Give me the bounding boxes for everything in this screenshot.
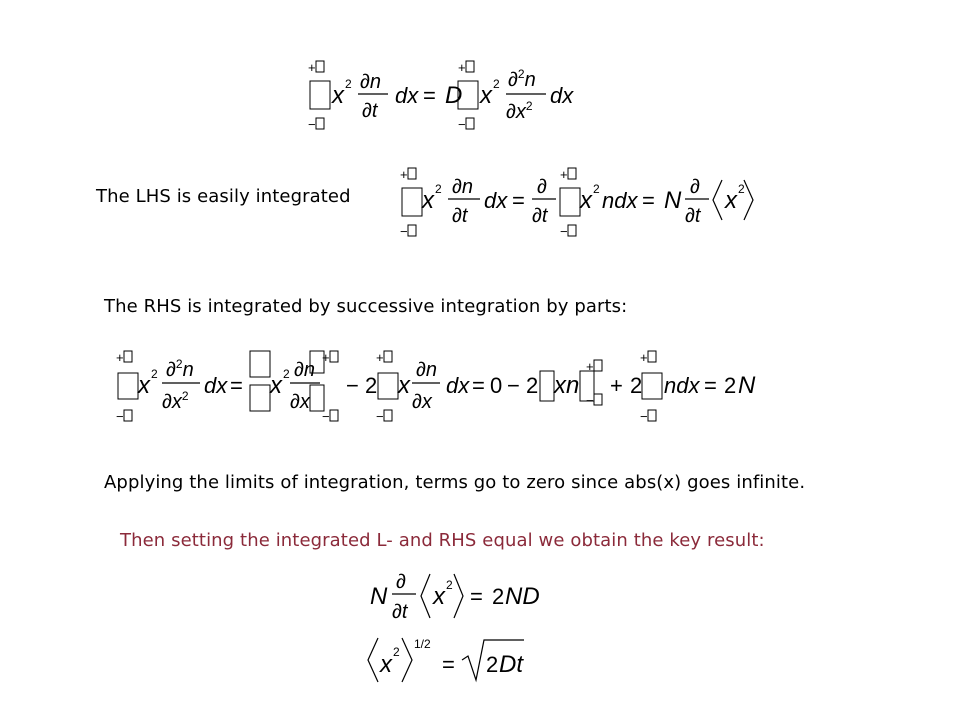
svg-text:−: − <box>560 224 568 239</box>
svg-text:∂: ∂ <box>690 176 700 198</box>
svg-text:∂: ∂ <box>396 571 406 593</box>
svg-text:∂n: ∂n <box>294 359 316 381</box>
svg-text:+: + <box>610 373 623 398</box>
svg-text:∂n: ∂n <box>360 71 382 93</box>
svg-text:∂t: ∂t <box>452 205 468 227</box>
equation-key-result <box>368 566 548 626</box>
svg-text:=: = <box>472 373 485 398</box>
svg-text:2: 2 <box>526 373 539 398</box>
key-result-note: Then setting the integrated L- and RHS equal we obtain the key result: <box>120 530 765 551</box>
limits-note: Applying the limits of integration, terms go to zero since abs(x) goes infinite. <box>104 472 806 493</box>
svg-text:−: − <box>586 393 594 408</box>
svg-text:∂x2: $\partial x^2$ <box>162 389 189 413</box>
svg-text:+: + <box>586 359 594 374</box>
svg-text:∂2n: ∂$^2$n <box>508 67 536 91</box>
svg-text:−: − <box>458 117 466 132</box>
svg-text:+: + <box>400 167 408 182</box>
svg-text:−: − <box>507 373 520 398</box>
equation-lhs-integrated <box>392 162 752 242</box>
svg-text:ND: ND <box>505 583 540 610</box>
svg-text:=: = <box>512 188 525 213</box>
svg-text:0: 0 <box>490 373 503 398</box>
svg-text:=: = <box>442 652 455 677</box>
svg-text:N: N <box>738 372 756 399</box>
svg-text:−: − <box>376 409 384 424</box>
svg-text:2: 2 <box>724 373 737 398</box>
svg-text:−: − <box>640 409 648 424</box>
svg-text:x: x <box>422 187 434 214</box>
svg-text:+: + <box>560 167 568 182</box>
svg-text:∂x: ∂x <box>290 391 310 413</box>
svg-text:∂: ∂ <box>537 176 547 198</box>
svg-text:dx: dx <box>395 83 419 108</box>
svg-text:2: 2 <box>365 373 378 398</box>
svg-text:2: 2 <box>446 578 453 592</box>
svg-text:2: 2 <box>393 645 400 659</box>
svg-text:x: x <box>138 372 150 399</box>
svg-text:Dt: Dt <box>499 651 523 678</box>
svg-text:∂n: ∂n <box>452 176 474 198</box>
svg-text:x: x <box>433 583 445 610</box>
svg-text:∂2n: ∂$^2$n <box>166 357 194 381</box>
svg-text:+: + <box>458 60 466 75</box>
svg-text:1/2: 1/2 <box>414 637 431 651</box>
equation-diffusion-moment <box>300 55 590 135</box>
svg-text:x: x <box>270 372 282 399</box>
svg-text:∂n: ∂n <box>416 359 438 381</box>
svg-text:xn: xn <box>554 372 580 399</box>
svg-text:dx: dx <box>446 373 470 398</box>
svg-text:N: N <box>370 583 388 610</box>
svg-text:−: − <box>346 373 359 398</box>
svg-text:+: + <box>116 350 124 365</box>
svg-text:dx: dx <box>550 83 574 108</box>
svg-text:∂x2: $\partial x^2$ <box>506 99 533 123</box>
svg-text:+: + <box>322 350 330 365</box>
svg-text:∂t: ∂t <box>685 205 701 227</box>
svg-text:2: 2 <box>738 182 745 196</box>
svg-text:−: − <box>400 224 408 239</box>
svg-text:x: x <box>332 82 344 109</box>
svg-text:+: + <box>640 350 648 365</box>
svg-text:∂x: ∂x <box>412 391 432 413</box>
svg-text:2: 2 <box>486 652 499 677</box>
svg-text:−: − <box>308 117 316 132</box>
svg-text:=: = <box>423 83 436 108</box>
svg-text:2: 2 <box>492 584 505 609</box>
svg-text:2: 2 <box>345 77 352 91</box>
svg-text:x: x <box>725 187 737 214</box>
svg-text:x: x <box>580 187 592 214</box>
svg-text:2: 2 <box>283 367 290 381</box>
svg-text:dx: dx <box>484 188 508 213</box>
svg-text:N: N <box>664 187 682 214</box>
svg-text:+: + <box>308 60 316 75</box>
rhs-integration-label: The RHS is integrated by successive integration by parts: <box>104 296 628 317</box>
svg-text:=: = <box>470 584 483 609</box>
svg-text:x: x <box>380 651 392 678</box>
equation-rhs-by-parts <box>110 345 770 430</box>
svg-text:2: 2 <box>435 182 442 196</box>
equation-rms-displacement <box>362 634 542 690</box>
svg-text:=: = <box>642 188 655 213</box>
svg-text:2: 2 <box>493 77 500 91</box>
svg-text:=: = <box>230 373 243 398</box>
svg-text:dx: dx <box>204 373 228 398</box>
svg-text:∂t: ∂t <box>362 100 378 122</box>
svg-text:ndx: ndx <box>602 188 638 213</box>
svg-text:x: x <box>480 82 492 109</box>
svg-text:−: − <box>116 409 124 424</box>
lhs-integrated-label: The LHS is easily integrated <box>96 186 351 207</box>
svg-text:D: D <box>445 82 463 109</box>
svg-text:−: − <box>322 409 330 424</box>
svg-text:+: + <box>376 350 384 365</box>
svg-text:ndx: ndx <box>664 373 700 398</box>
svg-text:2: 2 <box>151 367 158 381</box>
svg-text:∂t: ∂t <box>392 601 408 623</box>
svg-text:2: 2 <box>630 373 643 398</box>
svg-text:x: x <box>398 372 410 399</box>
svg-text:2: 2 <box>593 182 600 196</box>
svg-text:∂t: ∂t <box>532 205 548 227</box>
svg-text:=: = <box>704 373 717 398</box>
